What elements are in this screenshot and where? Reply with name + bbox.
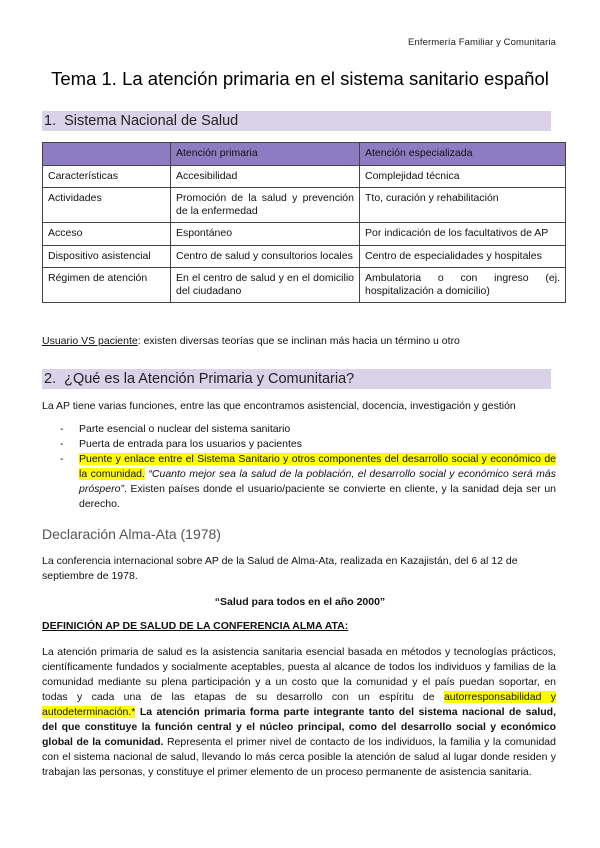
table-header-cell: Atención especializada	[360, 143, 566, 166]
table-row	[43, 223, 566, 245]
table-cell: Ambulatoria o con ingreso (ej. hospitalización a domicilio)	[360, 267, 566, 302]
highlighted-text: Puente y enlace entre el Sistema Sanitario y otros componentes del desarrollo social y económico de la comunidad.	[79, 453, 556, 480]
table-row-label: Régimen de atención	[43, 267, 171, 302]
table-cell: Tto, curación y rehabilitación	[360, 188, 566, 223]
list-item	[60, 452, 556, 512]
section-number: 2.	[44, 371, 57, 387]
list-item-text: . Existen países donde el usuario/paciente se convierte en cliente, y la sanidad deja ser un derecho.	[79, 483, 556, 510]
running-header: Enfermería Familiar y Comunitaria	[408, 37, 556, 48]
list-item	[60, 437, 556, 452]
section-heading-ap	[42, 369, 551, 389]
table-row	[43, 166, 566, 188]
table-row	[43, 188, 566, 223]
bold-text: La atención primaria forma parte integrante tanto del sistema nacional de salud, del que constituye la función central y el núcleo principal, como del desarrollo social y económico global de la comunidad.	[42, 706, 556, 748]
comparison-table	[42, 142, 566, 303]
section-title: Sistema Nacional de Salud	[64, 113, 239, 129]
table-cell: En el centro de salud y en el domicilio del ciudadano	[171, 267, 360, 302]
document-title: Tema 1. La atención primaria en el sistema sanitario español	[51, 68, 549, 89]
note-label: Usuario VS paciente	[42, 335, 138, 347]
definition-heading: DEFINICIÓN AP DE SALUD DE LA CONFERENCIA ALMA ATA:	[42, 620, 349, 632]
note-text: : existen diversas teorías que se inclinan más hacia un término u otro	[137, 335, 460, 347]
definition-text: La atención primaria de salud es la asistencia sanitaria esencial basada en métodos y tecnologías prácticos, científicamente fundados y socialmente aceptables, puesta al alcance de todos los individuos y familias de la comunidad mediante su plena participación y a un costo que la comunidad y el país puedan soportar, en todas y cada una de las etapas de su desarrollo con un espíritu de	[42, 646, 556, 703]
bullet-dash: -	[60, 453, 64, 465]
table-header-cell: Atención primaria	[171, 143, 360, 166]
user-vs-patient-note	[42, 334, 556, 349]
table-cell: Centro de salud y consultorios locales	[171, 245, 360, 267]
ap-intro: La AP tiene varias funciones, entre las que encontramos asistencial, docencia, investigación y gestión	[42, 400, 516, 412]
ap-functions-list	[60, 422, 556, 512]
table-header-row	[43, 143, 566, 166]
table-row-label: Acceso	[43, 223, 171, 245]
bullet-dash: -	[60, 438, 64, 450]
bullet-dash: -	[60, 423, 64, 435]
section-title: ¿Qué es la Atención Primaria y Comunitaria?	[64, 371, 355, 387]
section-number: 1.	[44, 113, 57, 129]
alma-ata-paragraph: La conferencia internacional sobre AP de la Salud de Alma-Ata, realizada en Kazajistán, del 6 al 12 de septiembre de 1978.	[42, 555, 518, 582]
table-row	[43, 245, 566, 267]
table-cell: Accesibilidad	[171, 166, 360, 188]
table-cell: Centro de especialidades y hospitales	[360, 245, 566, 267]
list-item-text: Puerta de entrada para los usuarios y pacientes	[79, 438, 302, 450]
table-cell: Complejidad técnica	[360, 166, 566, 188]
section-heading-sns	[42, 111, 551, 131]
definition-paragraph	[42, 645, 556, 780]
table-cell: Por indicación de los facultativos de AP	[360, 223, 566, 245]
table-row-label: Actividades	[43, 188, 171, 223]
table-row	[43, 267, 566, 302]
quote-text: “Cuanto mejor sea la salud de la población, el desarrollo social y económico será más próspero”	[79, 468, 557, 495]
table-header-cell	[43, 143, 171, 166]
alma-ata-heading: Declaración Alma-Ata (1978)	[42, 526, 221, 542]
table-row-label: Características	[43, 166, 171, 188]
highlighted-text: autorresponsabilidad y autodeterminación.*	[42, 691, 556, 718]
slogan: “Salud para todos en el año 2000”	[214, 596, 386, 608]
definition-text: Representa el primer nivel de contacto de los individuos, la familia y la comunidad con el sistema nacional de salud, llevando lo más cerca posible la atención de salud al lugar donde residen y trabajan las personas, y constituye el primer elemento de un proceso permanente de asistencia sanitaria.	[42, 736, 556, 778]
list-item-text: Parte esencial o nuclear del sistema sanitario	[79, 423, 291, 435]
table-cell: Espontáneo	[171, 223, 360, 245]
table-cell: Promoción de la salud y prevención de la enfermedad	[171, 188, 360, 223]
table-row-label: Dispositivo asistencial	[43, 245, 171, 267]
list-item	[60, 422, 556, 437]
